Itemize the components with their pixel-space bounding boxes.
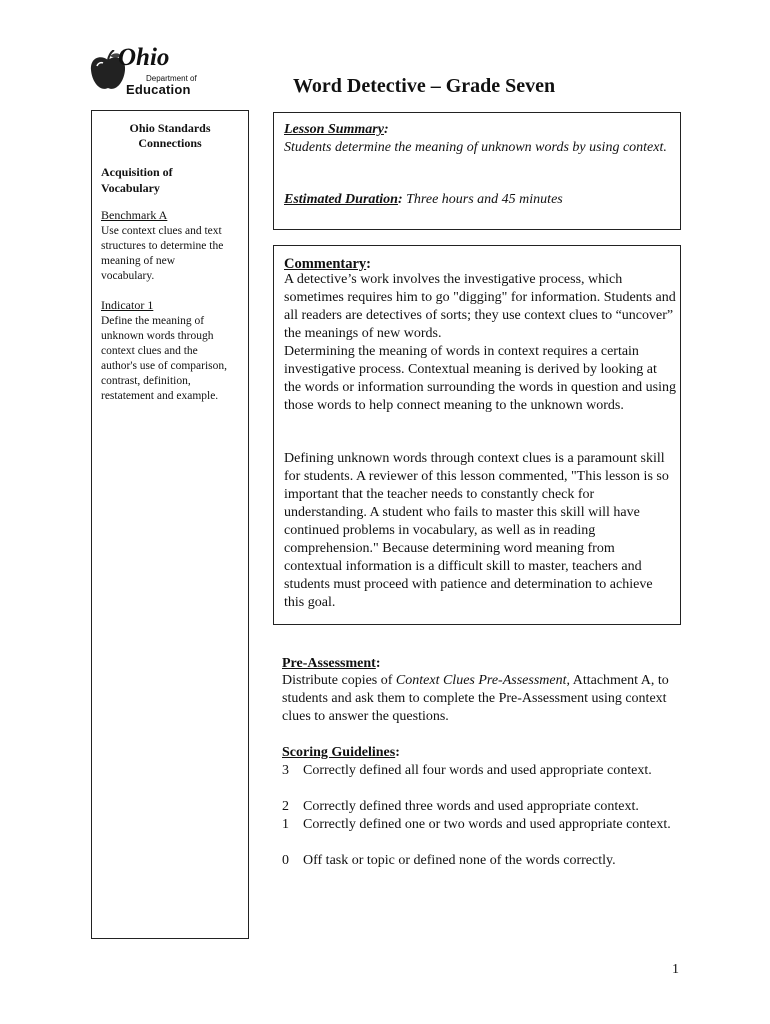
- indicator-line: author's use of comparison,: [101, 360, 227, 372]
- lesson-summary-box: [273, 112, 681, 230]
- logo-wordmark: Ohio: [118, 44, 170, 71]
- pre-assessment-title: Context Clues Pre-Assessment: [395, 673, 567, 688]
- score-value: 0: [282, 853, 289, 868]
- indicator-line: unknown words through: [101, 330, 214, 342]
- commentary-box: [273, 245, 681, 625]
- sidebar-heading-line2: Connections: [138, 136, 202, 150]
- benchmark-line: meaning of new: [101, 255, 176, 267]
- commentary-paragraph: Defining unknown words through context clues is a paramount skill for students. A reviewer of this lesson commented, "This lesson is so important that the teacher needs to constantly check for understanding. A student who fails to master this skill will have continued problems in vocabulary, as well as in reading comprehension." Because determining word meaning from contextual information is a difficult skill to master, teachers and students must proceed with patience and determination to achieve this goal.: [284, 451, 669, 610]
- logo-department-label: Department of: [146, 74, 197, 83]
- commentary-colon: :: [366, 256, 371, 272]
- scoring-colon: :: [395, 745, 400, 760]
- score-value: 3: [282, 763, 289, 778]
- sidebar-heading-line1: Ohio Standards: [129, 121, 211, 135]
- estimated-duration: [284, 192, 563, 208]
- lesson-summary-text: Students determine the meaning of unknown words by using context.: [284, 140, 667, 155]
- indicator-line: restatement and example.: [101, 390, 219, 402]
- sidebar-topic-line1: Acquisition of: [101, 165, 173, 179]
- sidebar-topic-line2: Vocabulary: [101, 181, 160, 195]
- ohio-education-logo: [88, 44, 198, 96]
- score-value: 2: [282, 799, 289, 814]
- score-description: Correctly defined all four words and used appropriate context.: [303, 763, 652, 778]
- indicator-line: contrast, definition,: [101, 375, 191, 387]
- pre-assessment-text-before: Distribute copies of: [282, 673, 396, 688]
- score-description: Off task or topic or defined none of the words correctly.: [303, 853, 616, 868]
- pre-assessment-heading: [282, 655, 682, 673]
- indicator-label: Indicator 1: [101, 298, 154, 312]
- score-description: Correctly defined one or two words and used appropriate context.: [303, 817, 671, 832]
- indicator-line: Define the meaning of: [101, 315, 205, 327]
- benchmark-label: Benchmark A: [101, 208, 168, 222]
- pre-assessment-colon: :: [375, 656, 381, 671]
- estimated-duration-colon: :: [397, 192, 403, 207]
- pre-assessment-text: [282, 672, 682, 726]
- pre-assessment-heading-text: Pre-Assessment: [282, 656, 376, 671]
- estimated-duration-value: Three hours and 45 minutes: [402, 192, 563, 207]
- lesson-summary-colon: :: [383, 122, 389, 137]
- scoring-guidelines-heading: [282, 744, 682, 762]
- document-title: Word Detective – Grade Seven: [293, 75, 556, 97]
- commentary-paragraph: Determining the meaning of words in context requires a certain investigative process. Contextual meaning is derived by looking at the words or information surrounding the words in question and using those words to help connect meaning to the unknown words.: [284, 344, 676, 413]
- pre-assessment-text-after: , Attachment A, to students and ask them to complete the Pre-Assessment using context clues to answer the questions.: [282, 673, 669, 724]
- scoring-heading-text: Scoring Guidelines: [282, 745, 396, 760]
- benchmark-line: Use context clues and text: [101, 225, 222, 237]
- lesson-summary-heading-text: Lesson Summary: [284, 122, 384, 137]
- commentary-heading-text: Commentary: [284, 256, 367, 272]
- standards-sidebar: [91, 110, 249, 939]
- logo-education-label: Education: [126, 82, 191, 97]
- page-number: 1: [672, 962, 679, 977]
- benchmark-line: structures to determine the: [101, 240, 224, 252]
- commentary-paragraph: A detective’s work involves the investigative process, which sometimes requires him to go "digging" for information. Students and all readers are detectives of sorts; they use context clues to “uncover” the meanings of new words.: [284, 272, 676, 341]
- score-value: 1: [282, 817, 289, 832]
- estimated-duration-label: Estimated Duration: [284, 192, 398, 207]
- benchmark-line: vocabulary.: [101, 270, 155, 282]
- lesson-summary-heading: [284, 122, 389, 138]
- score-description: Correctly defined three words and used appropriate context.: [303, 799, 639, 814]
- indicator-line: context clues and the: [101, 345, 198, 357]
